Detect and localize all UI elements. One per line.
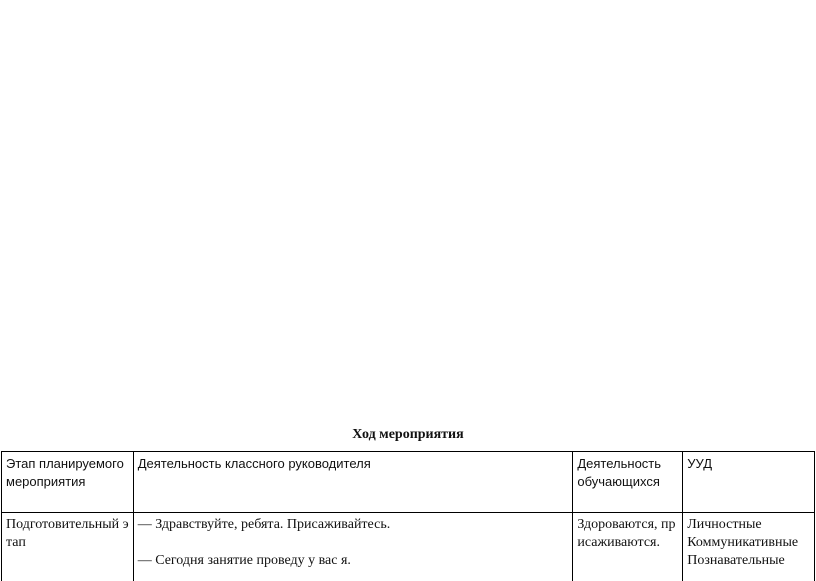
document-title: Ход мероприятия xyxy=(352,427,464,442)
header-teacher-activity: Деятельность классного руководителя xyxy=(133,452,573,513)
header-student-activity: Деятельность обучающихся xyxy=(573,452,683,513)
cell-teacher-activity xyxy=(133,513,573,581)
line-gap xyxy=(138,534,569,552)
teacher-line: — Сегодня занятие проведу у вас я. xyxy=(137,553,351,568)
header-uud: УУД xyxy=(683,452,815,513)
cell-uud xyxy=(683,513,815,581)
uud-item: Познавательные xyxy=(687,553,785,568)
table-row xyxy=(2,513,815,581)
event-plan-table xyxy=(1,451,815,581)
uud-item: Личностные xyxy=(687,517,762,532)
cell-student-activity: Здороваются, присаживаются. xyxy=(573,513,683,581)
teacher-line: — Здравствуйте, ребята. Присаживайтесь. xyxy=(137,517,391,532)
table-header-row xyxy=(2,452,815,513)
uud-item: Коммуникативные xyxy=(687,535,799,550)
cell-stage: Подготовительный этап xyxy=(2,513,134,581)
header-stage: Этап планируемого мероприятия xyxy=(2,452,134,513)
